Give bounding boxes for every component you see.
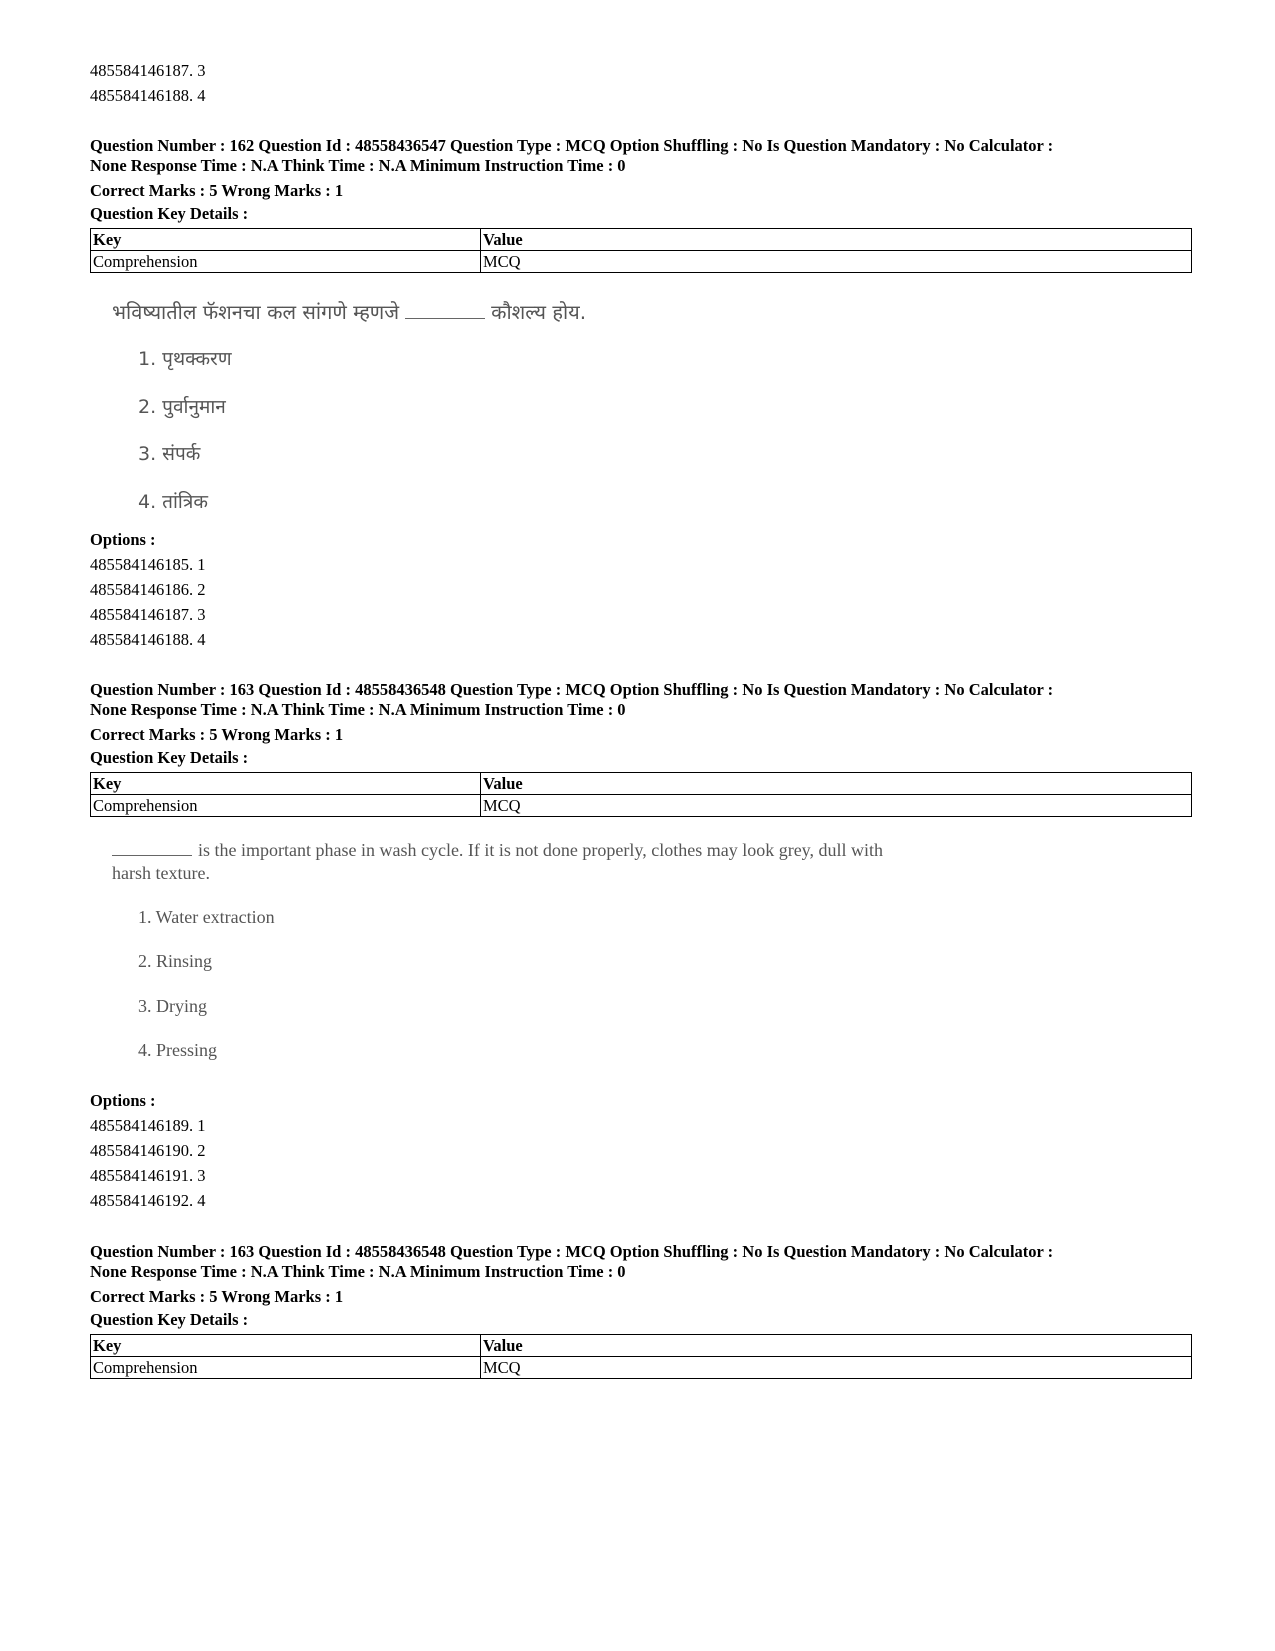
question-header-line1: Question Number : 162 Question Id : 48558436547 Question Type : MCQ Option Shuffling : No Is Question Mandatory : No Calculator : [90, 136, 1054, 155]
table-header-value: Value [481, 773, 1192, 795]
table-cell-value: MCQ [481, 251, 1192, 273]
options-list [90, 552, 1190, 652]
options-label: Options : [90, 530, 156, 549]
question-choice: 1. Water extraction [138, 907, 275, 927]
question-choice: 4. तांत्रिक [138, 491, 208, 513]
question-marks: Correct Marks : 5 Wrong Marks : 1 [90, 181, 344, 200]
question-key-details-label: Question Key Details : [90, 1310, 249, 1329]
question-block-163 [90, 680, 1190, 1213]
question-key-table [90, 1334, 1192, 1379]
table-cell-value: MCQ [481, 1357, 1192, 1379]
question-choice: 2. पुर्वानुमान [138, 396, 226, 418]
question-marks: Correct Marks : 5 Wrong Marks : 1 [90, 725, 344, 744]
option-line: 485584146186. 2 [90, 580, 206, 599]
table-header-row [91, 773, 1192, 795]
question-image-english [90, 839, 1190, 1062]
option-line: 485584146188. 4 [90, 86, 206, 105]
table-cell-key: Comprehension [91, 795, 481, 817]
option-line: 485584146192. 4 [90, 1191, 206, 1210]
question-header-line2: None Response Time : N.A Think Time : N.A Minimum Instruction Time : 0 [90, 1262, 626, 1281]
option-line: 485584146187. 3 [90, 605, 206, 624]
stem-before-blank: भविष्यातील फॅशनचा कल सांगणे म्हणजे [112, 300, 400, 324]
option-line: 485584146187. 3 [90, 61, 206, 80]
table-header-key: Key [91, 229, 481, 251]
fill-blank [112, 839, 192, 856]
top-options-list [90, 58, 1190, 108]
document-page [90, 58, 1190, 1379]
option-line: 485584146191. 3 [90, 1166, 206, 1185]
question-stem-line2: harsh texture. [112, 863, 210, 883]
question-header-line1: Question Number : 163 Question Id : 48558436548 Question Type : MCQ Option Shuffling : No Is Question Mandatory : No Calculator : [90, 680, 1054, 699]
table-row [91, 1357, 1192, 1379]
table-header-row [91, 1335, 1192, 1357]
option-line: 485584146185. 1 [90, 555, 206, 574]
table-header-value: Value [481, 1335, 1192, 1357]
table-header-key: Key [91, 1335, 481, 1357]
question-marks: Correct Marks : 5 Wrong Marks : 1 [90, 1287, 344, 1306]
table-row [91, 795, 1192, 817]
question-stem [112, 297, 1190, 327]
question-stem-line1 [112, 839, 1190, 862]
question-key-details-label: Question Key Details : [90, 204, 249, 223]
question-block-163-repeat [90, 1242, 1190, 1379]
question-choice: 1. पृथक्करण [138, 348, 232, 370]
table-cell-key: Comprehension [91, 1357, 481, 1379]
question-header-line2: None Response Time : N.A Think Time : N.A Minimum Instruction Time : 0 [90, 700, 626, 719]
option-line: 485584146190. 2 [90, 1141, 206, 1160]
question-choice: 2. Rinsing [138, 951, 213, 971]
table-cell-key: Comprehension [91, 251, 481, 273]
question-choice: 3. संपर्क [138, 443, 201, 465]
table-header-key: Key [91, 773, 481, 795]
stem-text: is the important phase in wash cycle. If it is not done properly, clothes may look grey, dull with [198, 840, 884, 860]
stem-after-blank: कौशल्य होय. [491, 300, 587, 324]
table-cell-value: MCQ [481, 795, 1192, 817]
options-list [90, 1113, 1190, 1213]
table-row [91, 251, 1192, 273]
question-choice: 3. Drying [138, 996, 207, 1016]
question-image-marathi [90, 297, 1190, 517]
question-key-table [90, 228, 1192, 273]
option-line: 485584146188. 4 [90, 630, 206, 649]
options-label: Options : [90, 1091, 156, 1110]
question-key-details-label: Question Key Details : [90, 748, 249, 767]
question-block-162 [90, 136, 1190, 652]
question-choice: 4. Pressing [138, 1040, 218, 1060]
question-header-line2: None Response Time : N.A Think Time : N.A Minimum Instruction Time : 0 [90, 156, 626, 175]
option-line: 485584146189. 1 [90, 1116, 206, 1135]
table-header-row [91, 229, 1192, 251]
fill-blank [405, 302, 485, 319]
question-header-line1: Question Number : 163 Question Id : 48558436548 Question Type : MCQ Option Shuffling : No Is Question Mandatory : No Calculator : [90, 1242, 1054, 1261]
table-header-value: Value [481, 229, 1192, 251]
question-key-table [90, 772, 1192, 817]
